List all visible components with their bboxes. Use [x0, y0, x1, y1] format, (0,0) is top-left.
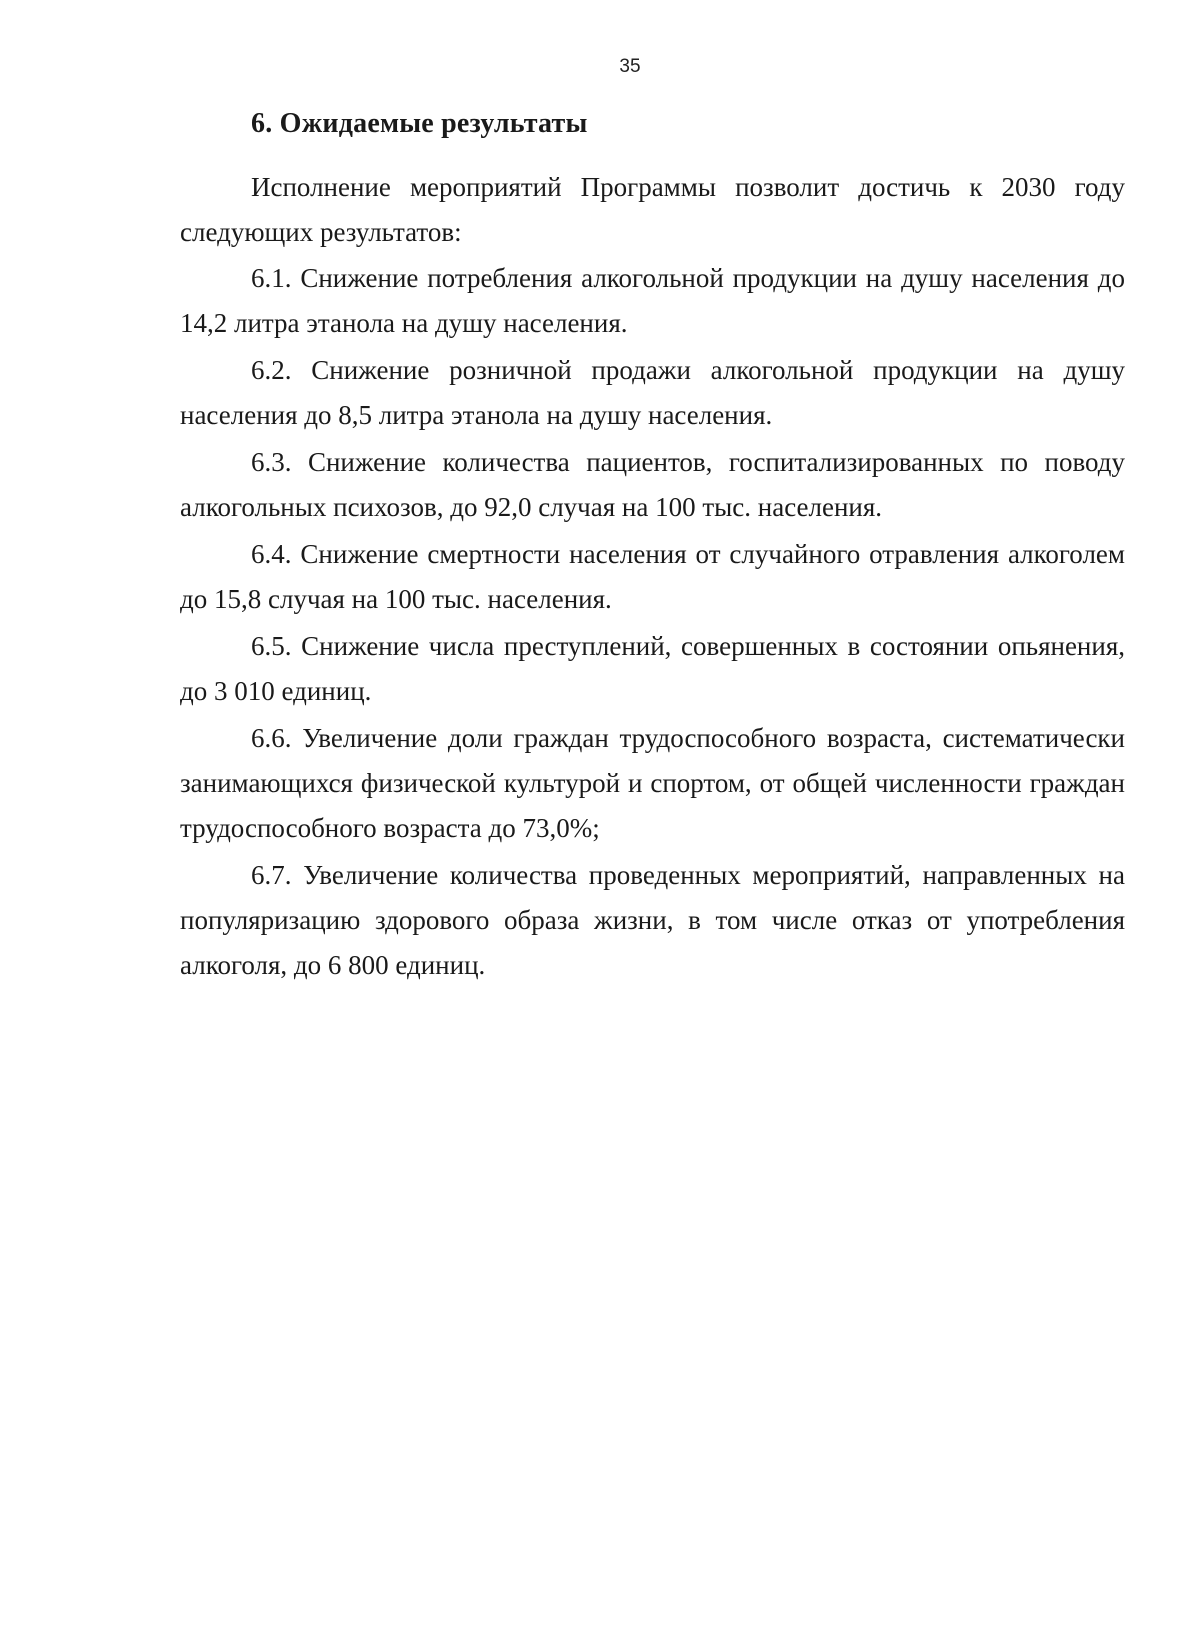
intro-paragraph: Исполнение мероприятий Программы позволит достичь к 2030 году следующих результатов: — [180, 172, 1125, 247]
result-item-6-2: 6.2. Снижение розничной продажи алкогольной продукции на душу населения до 8,5 литра этанола на душу населения. — [180, 355, 1125, 430]
result-item-6-1: 6.1. Снижение потребления алкогольной продукции на душу населения до 14,2 литра этанола на душу населения. — [180, 263, 1125, 338]
section-heading: 6. Ожидаемые результаты — [251, 108, 588, 139]
result-item-6-5: 6.5. Снижение числа преступлений, совершенных в состоянии опьянения, до 3 010 единиц. — [180, 631, 1125, 706]
section-body — [180, 165, 1125, 990]
result-item-6-6: 6.6. Увеличение доли граждан трудоспособного возраста, систематически занимающихся физической культурой и спортом, от общей численности граждан трудоспособного возраста до 73,0%; — [180, 723, 1125, 843]
result-item-6-4: 6.4. Снижение смертности населения от случайного отравления алкоголем до 15,8 случая на 100 тыс. населения. — [180, 539, 1125, 614]
result-item-6-7: 6.7. Увеличение количества проведенных мероприятий, направленных на популяризацию здорового образа жизни, в том числе отказ от употребления алкоголя, до 6 800 единиц. — [180, 860, 1125, 980]
result-item-6-3: 6.3. Снижение количества пациентов, госпитализированных по поводу алкогольных психозов, до 92,0 случая на 100 тыс. населения. — [180, 447, 1125, 522]
page-number: 35 — [619, 56, 641, 77]
